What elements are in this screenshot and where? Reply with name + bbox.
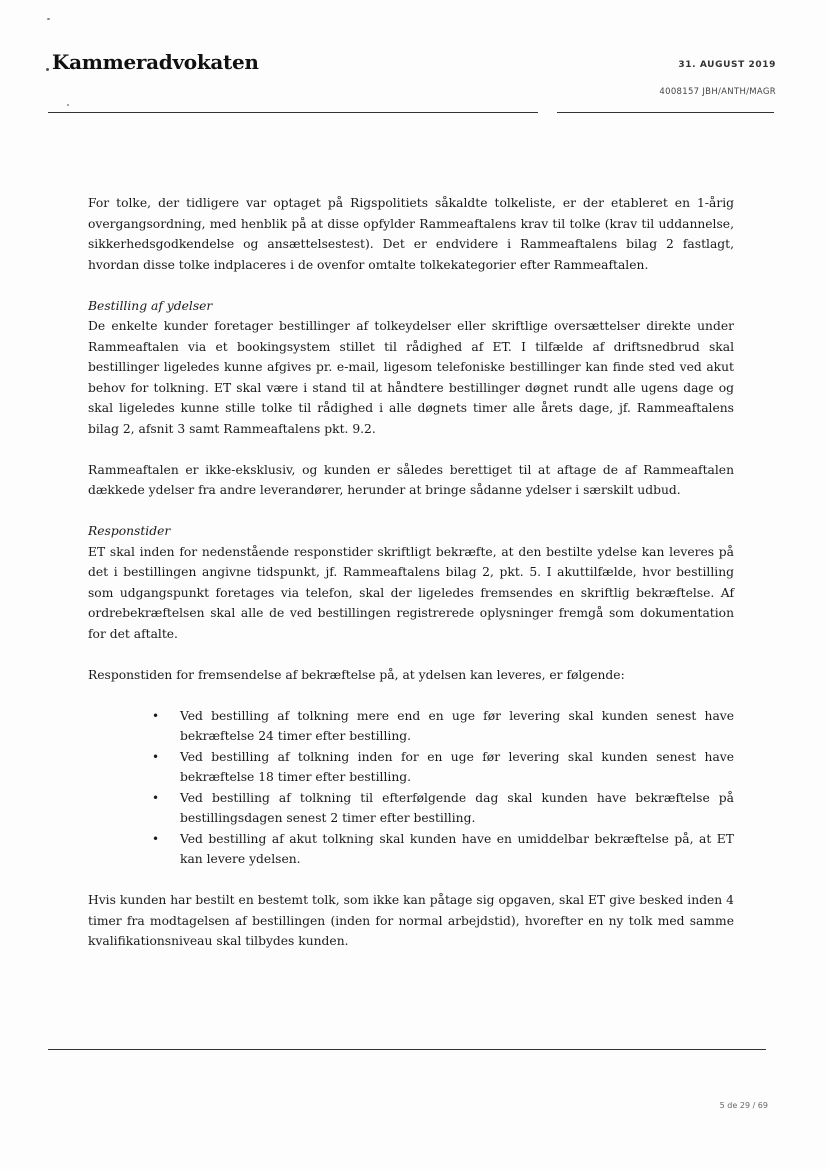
list-item — [152, 788, 734, 829]
list-item — [152, 829, 734, 870]
paragraph-ikke-eksklusiv: Rammeaftalen er ikke-eksklusiv, og kunden er således berettiget til at aftage de af Rammeaftalen dækkede ydelser fra andre leverandører, herunder at bringe sådanne ydelser i særskilt udbud. — [88, 462, 734, 497]
bullet-icon: • — [152, 749, 160, 764]
paragraph-responstid-intro: Responstiden for fremsendelse af bekræftelse på, at ydelsen kan leveres, er følgende: — [88, 667, 625, 682]
list-item — [152, 706, 734, 747]
company-logo: Kammeradvokaten — [52, 50, 259, 74]
list-item-text: Ved bestilling af tolkning inden for en uge før levering skal kunden senest have bekræftelse 18 timer efter bestilling. — [180, 749, 734, 784]
scan-speck — [67, 104, 69, 106]
bullet-icon: • — [152, 708, 160, 723]
footer-rule — [48, 1049, 766, 1050]
bullet-icon: • — [152, 790, 160, 805]
list-item-text: Ved bestilling af akut tolkning skal kunden have en umiddelbar bekræftelse på, at ET kan levere ydelsen. — [180, 831, 734, 866]
scan-speck — [47, 18, 50, 20]
document-reference: 4008157 JBH/ANTH/MAGR — [659, 87, 776, 97]
header-rule-left — [48, 112, 538, 113]
list-item-text: Ved bestilling af tolkning til efterfølgende dag skal kunden have bekræftelse på bestillingsdagen senest 2 timer efter bestilling. — [180, 790, 734, 825]
paragraph-responstider: ET skal inden for nedenstående responstider skriftligt bekræfte, at den bestilte ydelse kan leveres på det i bestillingen angivne tidspunkt, jf. Rammeaftalens bilag 2, pkt. 5. I akuttilfælde, hvor bestilling som udgangspunkt foretages via telefon, skal der ligeledes fremsendes en skriftlig bekræftelse. Af ordrebekræftelsen skal alle de ved bestillingen registrerede oplysninger fremgå som dokumentation for det aftalte. — [88, 544, 734, 641]
bullet-icon: • — [152, 831, 160, 846]
document-date: 31. AUGUST 2019 — [678, 60, 776, 70]
heading-bestilling: Bestilling af ydelser — [88, 298, 213, 313]
list-item — [152, 747, 734, 788]
paragraph-bestilling: De enkelte kunder foretager bestillinger af tolkeydelser eller skriftlige oversættelser direkte under Rammeaftalen via et bookingsystem stillet til rådighed af ET. I tilfælde af driftsnedbrud skal bestillinger ligeledes kunne afgives pr. e-mail, ligesom telefoniske bestillinger kan finde sted ved akut behov for tolkning. ET skal være i stand til at håndtere bestillinger døgnet rundt alle ugens dage og skal ligeledes kunne stille tolke til rådighed i alle døgnets timer alle årets dage, jf. Rammeaftalens bilag 2, afsnit 3 samt Rammeaftalens pkt. 9.2. — [88, 319, 734, 436]
paragraph-tolkeliste: For tolke, der tidligere var optaget på Rigspolitiets såkaldte tolkeliste, er der etableret en 1-årig overgangsordning, med henblik på at disse opfylder Rammeaftalens krav til tolke (krav til uddannelse, sikkerhedsgodkendelse og ansættelsestest). Det er endvidere i Rammeaftalens bilag 2 fastlagt, hvordan disse tolke indplaceres i de ovenfor omtalte tolkekategorier efter Rammeaftalen. — [88, 196, 734, 272]
responstid-list — [88, 706, 734, 870]
paragraph-bestemt-tolk: Hvis kunden har bestilt en bestemt tolk, som ikke kan påtage sig opgaven, skal ET give besked inden 4 timer fra modtagelsen af bestillingen (inden for normal arbejdstid), hvorefter en ny tolk med samme kvalifikationsniveau skal tilbydes kunden. — [88, 893, 734, 948]
logo-dot — [46, 68, 49, 71]
list-item-text: Ved bestilling af tolkning mere end en uge før levering skal kunden senest have bekræftelse 24 timer efter bestilling. — [180, 708, 734, 743]
document-body — [88, 193, 734, 972]
page-number: 5 de 29 / 69 — [719, 1101, 768, 1110]
header-rule-right — [557, 112, 774, 113]
heading-responstider: Responstider — [88, 524, 171, 538]
